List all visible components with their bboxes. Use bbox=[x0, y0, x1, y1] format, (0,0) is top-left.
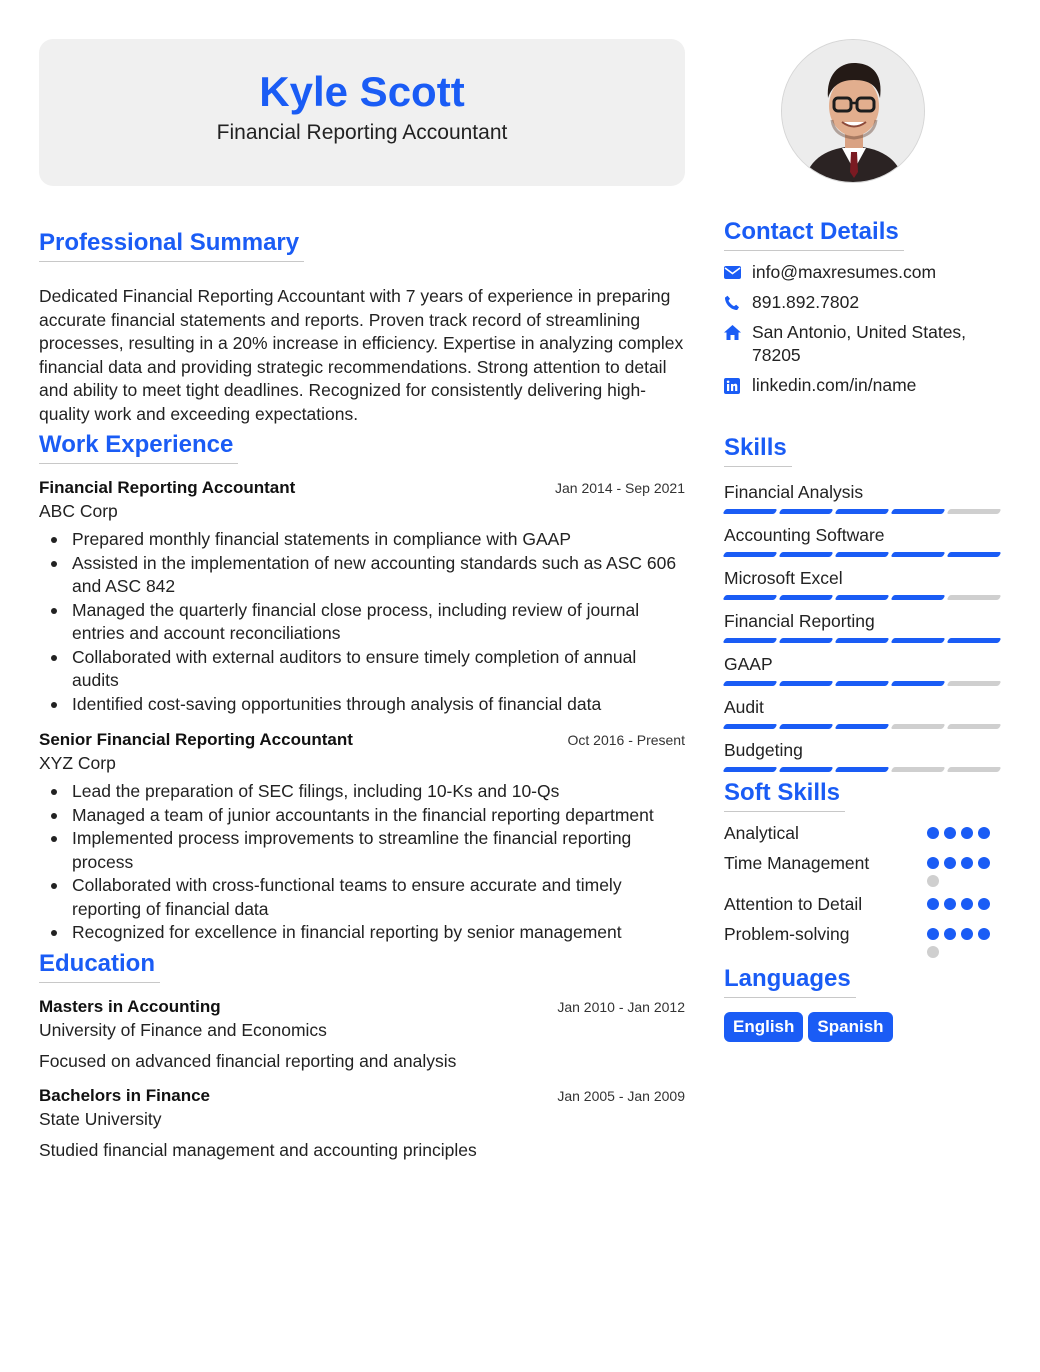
education-description: Focused on advanced financial reporting and analysis bbox=[39, 1050, 457, 1071]
skill-segment-filled bbox=[835, 638, 890, 643]
soft-skill-dots bbox=[927, 852, 1001, 887]
skill-segment-filled bbox=[779, 681, 834, 686]
job-bullet: Identified cost-saving opportunities through analysis of financial data bbox=[39, 693, 685, 717]
education-description: Studied financial management and accounting principles bbox=[39, 1139, 477, 1160]
rating-dot-filled bbox=[978, 898, 990, 910]
job-bullets bbox=[39, 780, 685, 945]
candidate-name: Kyle Scott bbox=[259, 68, 465, 115]
skill-name: Financial Analysis bbox=[724, 482, 864, 502]
rating-dot-filled bbox=[944, 827, 956, 839]
job-dates: Oct 2016 - Present bbox=[567, 732, 685, 748]
contact-email[interactable] bbox=[724, 261, 1001, 284]
skill-segment-filled bbox=[891, 509, 946, 514]
rating-dot-filled bbox=[944, 898, 956, 910]
education-entry bbox=[39, 1086, 685, 1161]
education-heading: Education bbox=[39, 949, 160, 983]
skill-segment-filled bbox=[891, 595, 946, 600]
skill-item bbox=[724, 567, 1001, 600]
summary-text: Dedicated Financial Reporting Accountant with 7 years of experience in preparing accurate financial statements and reports. Proven track record of streamlining processes, resulting in a 20% increase in efficiency. Expertise in analyzing complex financial data and providing strategic recommendations. Strong attention to detail and ability to meet tight deadlines. Recognized for consistently delivering high-quality work and exceeding expectations. bbox=[39, 286, 684, 424]
skill-segment-filled bbox=[835, 595, 890, 600]
header-card bbox=[39, 39, 685, 186]
soft-skill-item bbox=[724, 822, 1001, 844]
rating-dot-filled bbox=[944, 857, 956, 869]
home-icon bbox=[724, 321, 752, 344]
skill-segment-filled bbox=[835, 767, 890, 772]
job-entry bbox=[39, 478, 685, 716]
skill-segment-empty bbox=[947, 595, 1002, 600]
skill-segment-filled bbox=[723, 767, 778, 772]
rating-dot-filled bbox=[961, 857, 973, 869]
linkedin-text: linkedin.com/in/name bbox=[752, 375, 917, 395]
skill-segment-empty bbox=[947, 767, 1002, 772]
rating-dot-filled bbox=[927, 857, 939, 869]
rating-dot-filled bbox=[961, 928, 973, 940]
linkedin-icon bbox=[724, 374, 752, 397]
education-entry bbox=[39, 997, 685, 1072]
soft-skill-name: Problem-solving bbox=[724, 924, 850, 944]
soft-skill-dots bbox=[927, 893, 1001, 910]
skill-segment-filled bbox=[891, 638, 946, 643]
education-section bbox=[39, 949, 685, 1161]
job-company: ABC Corp bbox=[39, 501, 118, 521]
education-degree: Masters in Accounting bbox=[39, 996, 221, 1016]
job-bullet: Assisted in the implementation of new accounting standards such as ASC 606 and ASC 842 bbox=[39, 552, 685, 599]
skill-item bbox=[724, 653, 1001, 686]
soft-skill-item bbox=[724, 893, 1001, 915]
profile-photo bbox=[781, 39, 925, 183]
job-bullet: Managed a team of junior accountants in the financial reporting department bbox=[39, 804, 685, 828]
envelope-icon bbox=[724, 261, 752, 284]
education-header bbox=[39, 997, 685, 1017]
rating-dot-filled bbox=[978, 827, 990, 839]
soft-skill-name: Attention to Detail bbox=[724, 894, 863, 914]
skill-segment-filled bbox=[723, 595, 778, 600]
rating-dot-filled bbox=[978, 928, 990, 940]
soft-skill-name: Analytical bbox=[724, 823, 799, 843]
skill-segment-filled bbox=[723, 681, 778, 686]
skill-segment-filled bbox=[779, 767, 834, 772]
job-bullets bbox=[39, 528, 685, 716]
rating-dot-filled bbox=[978, 857, 990, 869]
skills-section bbox=[724, 433, 1001, 772]
job-company: XYZ Corp bbox=[39, 753, 116, 773]
rating-dot-filled bbox=[927, 928, 939, 940]
skill-segment-filled bbox=[947, 552, 1002, 557]
skill-segment-empty bbox=[947, 509, 1002, 514]
skill-segment-filled bbox=[891, 552, 946, 557]
skill-name: GAAP bbox=[724, 654, 773, 674]
email-text: info@maxresumes.com bbox=[752, 262, 937, 282]
skill-segment-filled bbox=[723, 638, 778, 643]
skill-segment-filled bbox=[891, 681, 946, 686]
languages-heading: Languages bbox=[724, 964, 856, 998]
skill-name: Audit bbox=[724, 697, 764, 717]
job-bullet: Prepared monthly financial statements in compliance with GAAP bbox=[39, 528, 685, 552]
skill-level-bar bbox=[724, 552, 1001, 557]
skill-name: Accounting Software bbox=[724, 525, 885, 545]
soft-skills-section bbox=[724, 778, 1001, 958]
rating-dot-filled bbox=[944, 928, 956, 940]
skill-segment-filled bbox=[947, 638, 1002, 643]
skill-level-bar bbox=[724, 509, 1001, 514]
address-line1: San Antonio, United States, bbox=[752, 322, 967, 342]
experience-section bbox=[39, 430, 685, 945]
skill-item bbox=[724, 696, 1001, 729]
skill-segment-filled bbox=[835, 724, 890, 729]
language-badge: English bbox=[724, 1012, 803, 1042]
skill-item bbox=[724, 524, 1001, 557]
skill-segment-filled bbox=[779, 552, 834, 557]
job-entry bbox=[39, 730, 685, 945]
job-bullet: Recognized for excellence in financial reporting by senior management bbox=[39, 921, 685, 945]
job-bullet: Collaborated with cross-functional teams to ensure accurate and timely reporting of financial data bbox=[39, 874, 685, 921]
soft-skill-dots bbox=[927, 923, 1001, 958]
skill-segment-filled bbox=[723, 552, 778, 557]
skill-level-bar bbox=[724, 767, 1001, 772]
job-list bbox=[39, 478, 685, 945]
soft-skill-item bbox=[724, 923, 1001, 958]
skill-segment-filled bbox=[835, 681, 890, 686]
skill-item bbox=[724, 481, 1001, 514]
contact-address bbox=[724, 321, 1001, 367]
education-degree: Bachelors in Finance bbox=[39, 1085, 210, 1105]
skill-segment-filled bbox=[723, 509, 778, 514]
experience-heading: Work Experience bbox=[39, 430, 238, 464]
contact-section bbox=[724, 217, 1001, 397]
contact-phone[interactable] bbox=[724, 291, 1001, 314]
skill-segment-empty bbox=[947, 681, 1002, 686]
soft-skills-list bbox=[724, 822, 1001, 958]
skill-segment-filled bbox=[779, 595, 834, 600]
job-dates: Jan 2014 - Sep 2021 bbox=[555, 480, 685, 496]
rating-dot-filled bbox=[961, 898, 973, 910]
language-badges bbox=[724, 1012, 1001, 1042]
skill-name: Financial Reporting bbox=[724, 611, 875, 631]
job-bullet: Collaborated with external auditors to ensure timely completion of annual audits bbox=[39, 646, 685, 693]
skill-name: Budgeting bbox=[724, 740, 803, 760]
education-dates: Jan 2010 - Jan 2012 bbox=[557, 998, 685, 1015]
skill-segment-empty bbox=[947, 724, 1002, 729]
job-bullet: Lead the preparation of SEC filings, including 10-Ks and 10-Qs bbox=[39, 780, 685, 804]
summary-section bbox=[39, 228, 685, 426]
education-dates: Jan 2005 - Jan 2009 bbox=[557, 1087, 685, 1104]
languages-section bbox=[724, 964, 1001, 1042]
skill-level-bar bbox=[724, 681, 1001, 686]
soft-skill-dots bbox=[927, 822, 1001, 839]
skills-list bbox=[724, 481, 1001, 772]
skill-segment-empty bbox=[891, 724, 946, 729]
skill-segment-filled bbox=[779, 509, 834, 514]
contact-heading: Contact Details bbox=[724, 217, 904, 251]
job-role: Senior Financial Reporting Accountant bbox=[39, 730, 353, 749]
skill-level-bar bbox=[724, 638, 1001, 643]
language-badge: Spanish bbox=[808, 1012, 892, 1042]
soft-skill-item bbox=[724, 852, 1001, 887]
candidate-title: Financial Reporting Accountant bbox=[216, 121, 508, 145]
skill-segment-filled bbox=[779, 724, 834, 729]
skill-segment-empty bbox=[891, 767, 946, 772]
education-school: State University bbox=[39, 1108, 162, 1129]
skill-segment-filled bbox=[723, 724, 778, 729]
job-bullet: Implemented process improvements to streamline the financial reporting process bbox=[39, 827, 685, 874]
skill-item bbox=[724, 739, 1001, 772]
job-role: Financial Reporting Accountant bbox=[39, 478, 296, 497]
skills-heading: Skills bbox=[724, 433, 792, 467]
skill-item bbox=[724, 610, 1001, 643]
soft-skill-name: Time Management bbox=[724, 853, 870, 873]
rating-dot-empty bbox=[927, 875, 939, 887]
rating-dot-filled bbox=[927, 898, 939, 910]
education-school: University of Finance and Economics bbox=[39, 1019, 327, 1040]
skill-level-bar bbox=[724, 595, 1001, 600]
job-bullet: Managed the quarterly financial close process, including review of journal entries and account reconciliations bbox=[39, 599, 685, 646]
summary-heading: Professional Summary bbox=[39, 228, 304, 262]
phone-text: 891.892.7802 bbox=[752, 292, 860, 312]
profile-photo-illustration bbox=[782, 40, 925, 183]
rating-dot-filled bbox=[927, 827, 939, 839]
education-header bbox=[39, 1086, 685, 1106]
skill-segment-filled bbox=[835, 509, 890, 514]
rating-dot-empty bbox=[927, 946, 939, 958]
education-list bbox=[39, 997, 685, 1161]
job-header bbox=[39, 478, 685, 498]
skill-level-bar bbox=[724, 724, 1001, 729]
skill-segment-filled bbox=[835, 552, 890, 557]
address-line2: 78205 bbox=[752, 345, 801, 365]
main-column bbox=[39, 39, 685, 1161]
phone-icon bbox=[724, 291, 752, 314]
sidebar-column bbox=[724, 39, 1001, 1042]
soft-skills-heading: Soft Skills bbox=[724, 778, 845, 812]
rating-dot-filled bbox=[961, 827, 973, 839]
job-header bbox=[39, 730, 685, 750]
skill-name: Microsoft Excel bbox=[724, 568, 843, 588]
skill-segment-filled bbox=[779, 638, 834, 643]
contact-linkedin[interactable] bbox=[724, 374, 1001, 397]
